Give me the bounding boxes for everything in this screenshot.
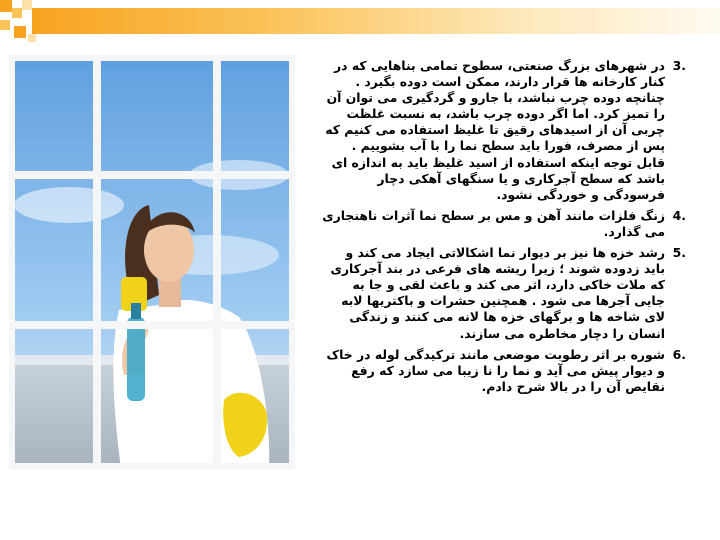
list-item (322, 58, 686, 203)
list-number: 6. (672, 346, 686, 362)
decor-square (12, 8, 22, 18)
numbered-list (322, 58, 686, 400)
list-number: 3. (672, 58, 686, 73)
list-text: زنگ فلزات مانند آهن و مس بر سطح نما آثرات ناهنجاری می گذارد. (322, 207, 665, 239)
list-text: در شهرهای بزرگ صنعتی، سطوح تمامی بناهایی که در کنار کارخانه ها قرار دارند، ممکن است دوده بگیرد . چنانچه دوده چرب نباشد، با جارو و گردگیری می توان آن را تمیز کرد. اما اگر دوده چرب باشد، به نسبت غلظت چربی آن از اسیدهای رقیق تا غلیظ استفاده می کنیم که پس از مصرف، فورا باید سطح نما را با آب بشوییم . قابل توجه اینکه استفاده از اسید غلیظ باید به اندازه ای باشد که سطح آجرکاری و یا سنگهای آهکی دچار فرسودگی و خوردگی نشود. (325, 58, 665, 202)
list-number: 4. (672, 207, 686, 223)
list-text: رشد خزه ها نیز بر دیوار نما اشکالاتی ایجاد می کند و باید زدوده شوند ؛ زیرا ریشه های فرعی در بند آجرکاری که ملات خاکی دارد، اثر می کند و باعث لقی و جا به جایی آجرها می شود . همچنین حشرات و باکتریها لابه لای شاخه ها و برگهای خزه ها لانه می کنند و زندگی انسان را دچار مخاطره می سازند. (330, 245, 665, 341)
decor-square (0, 0, 12, 12)
list-item (322, 347, 686, 395)
header-gradient-bar (32, 8, 720, 34)
list-item (322, 208, 686, 240)
decor-square (28, 34, 36, 42)
list-item (322, 245, 686, 342)
list-number: 5. (672, 245, 686, 261)
window-cleaning-photo (9, 55, 295, 469)
list-text: شوره بر اثر رطوبت موضعی مانند ترکیدگی لوله در خاک و دیوار پیش می آید و نما را نا زیبا می سازد که رفع نقایص آن را در بالا شرح دادم. (326, 346, 665, 394)
decor-square (22, 0, 32, 10)
decor-square (0, 20, 10, 30)
header-decoration (0, 0, 720, 44)
decor-square (14, 26, 26, 38)
